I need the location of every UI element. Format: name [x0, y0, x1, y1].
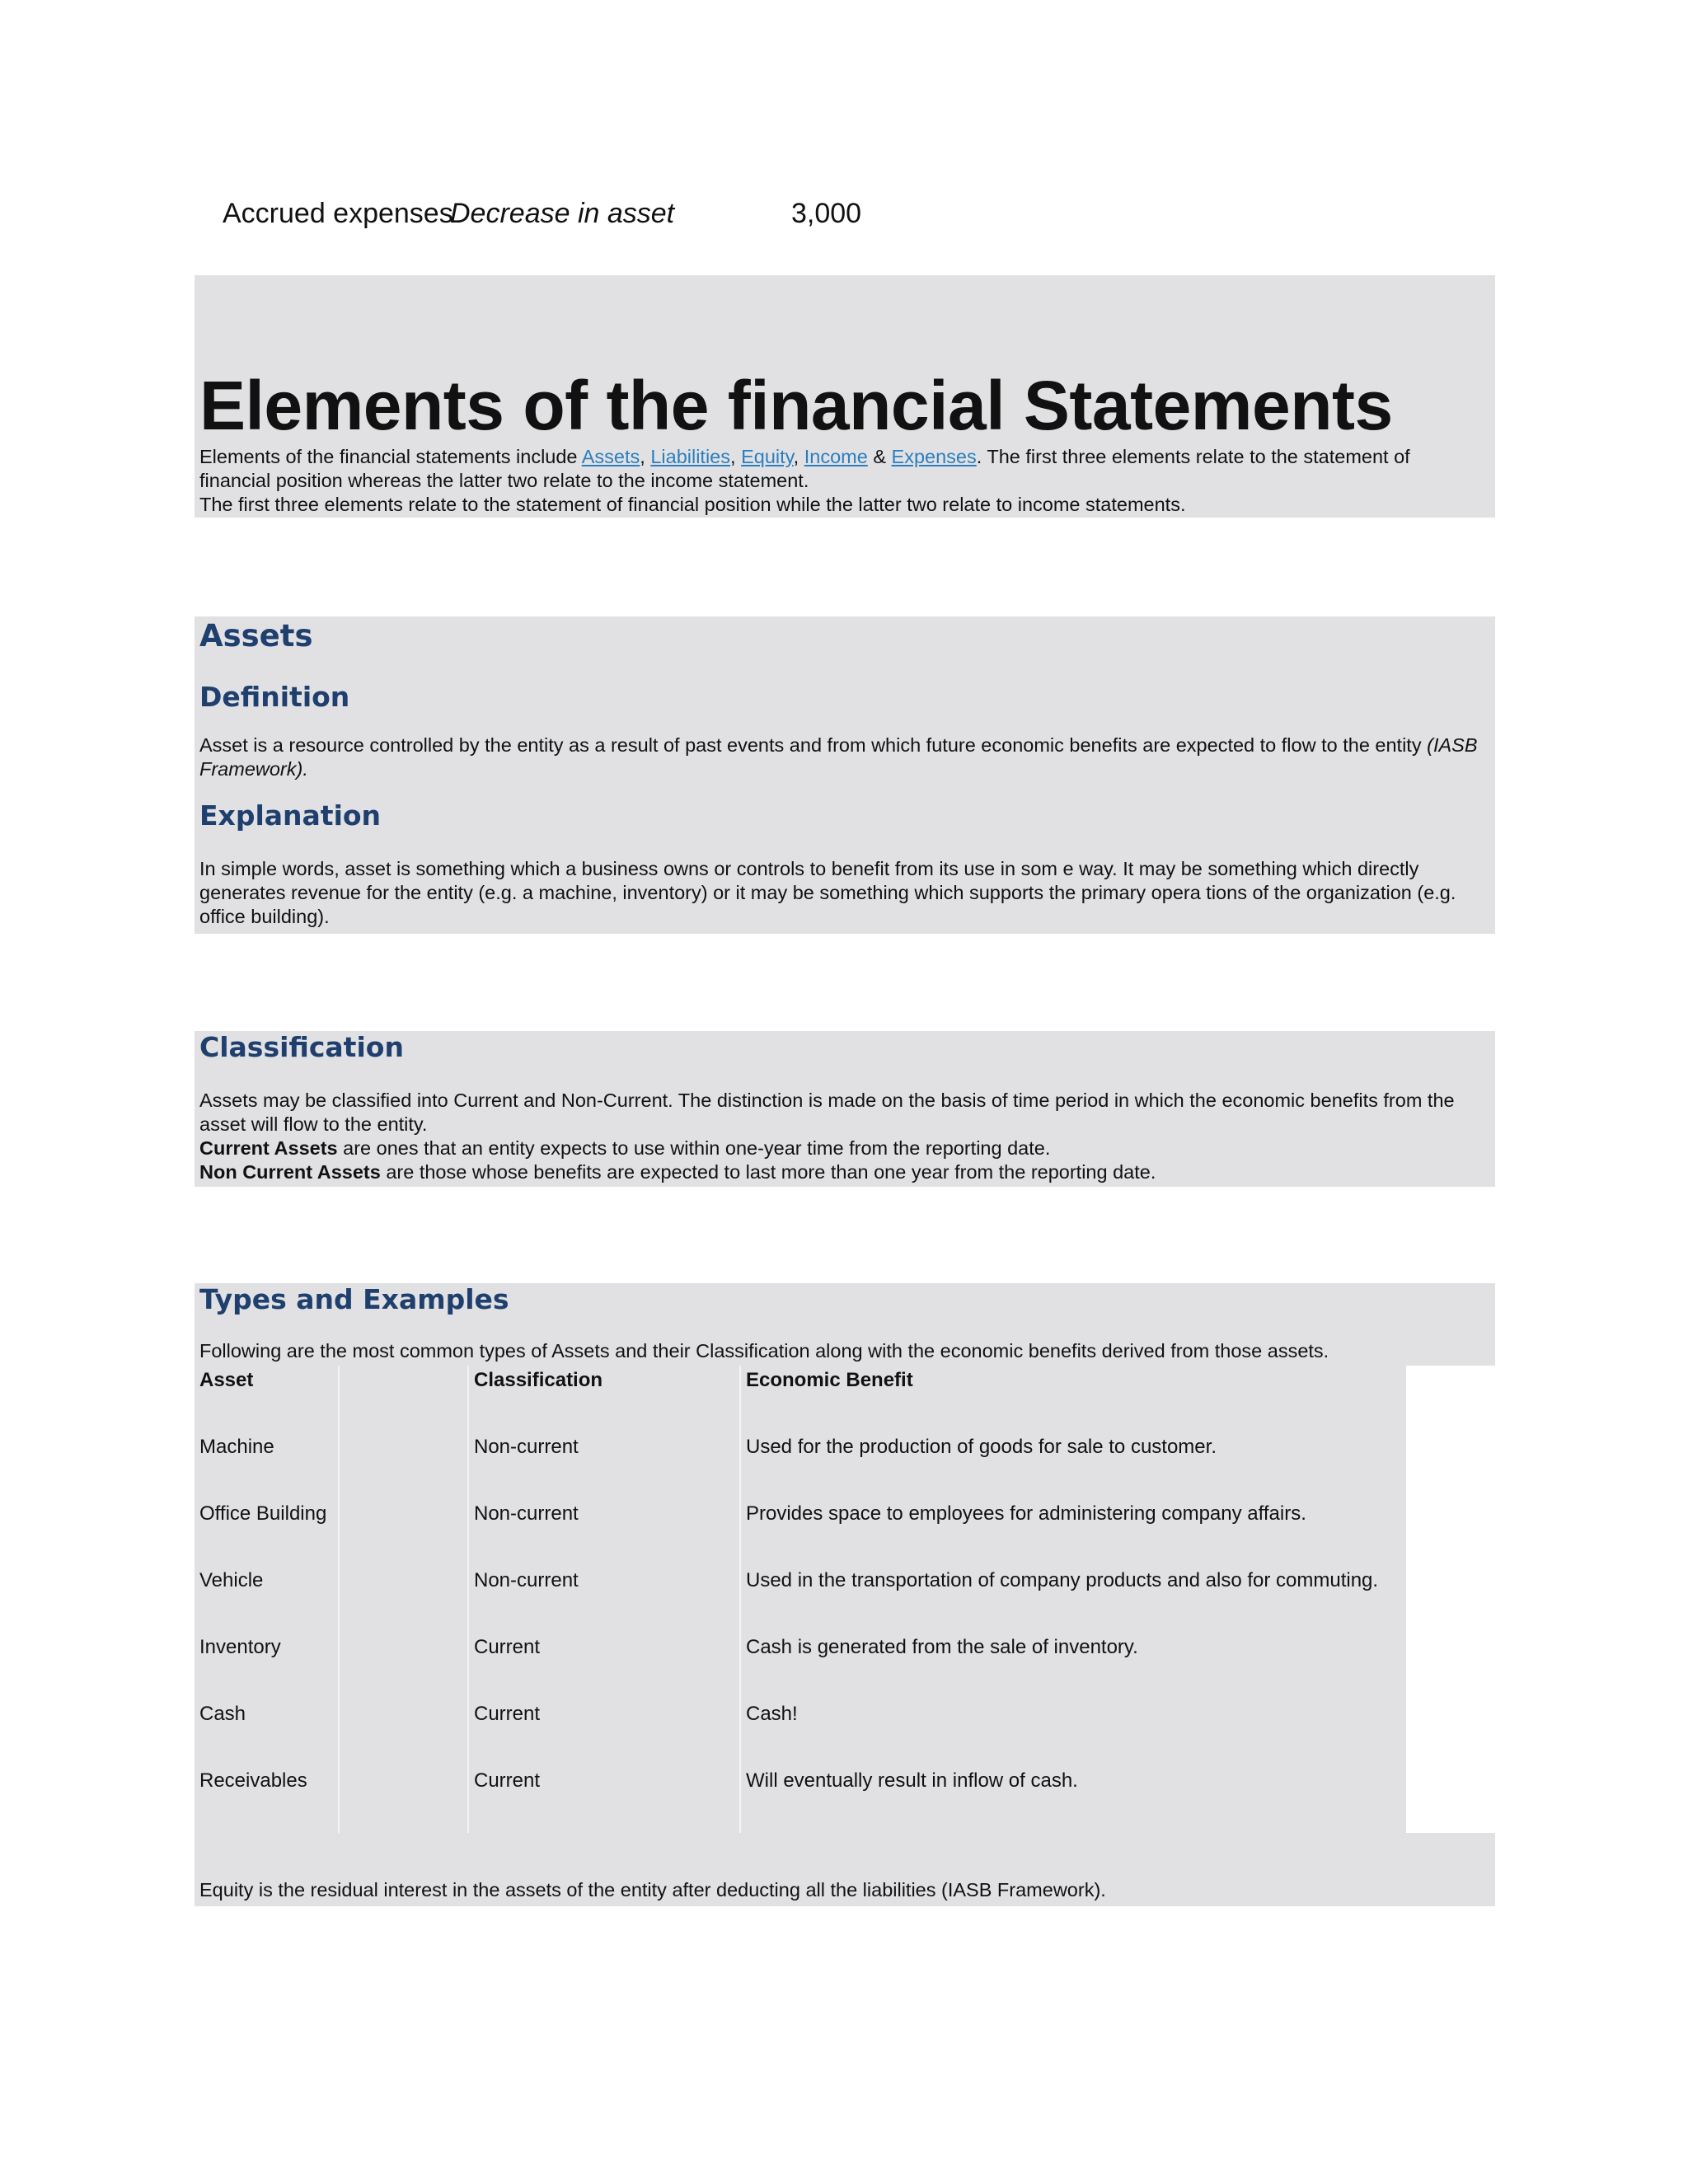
- cell-classification: Current: [468, 1699, 740, 1766]
- link-equity[interactable]: Equity: [741, 446, 794, 467]
- equity-text: Equity is the residual interest in the assets of the entity after deducting all the liabilities (IASB Framework).: [199, 1879, 1106, 1900]
- link-assets[interactable]: Assets: [581, 446, 640, 467]
- page-title: Elements of the financial Statements: [199, 367, 1393, 444]
- table-row: [195, 1633, 1406, 1699]
- cell-blank: [339, 1499, 468, 1566]
- cell-classification: Current: [468, 1766, 740, 1833]
- intro-section: [195, 275, 1495, 518]
- classification-section: [195, 1031, 1495, 1187]
- types-intro: Following are the most common types of Assets and their Classification along with the economic benefits derived from those assets.: [199, 1340, 1329, 1361]
- intro-text-line2: The first three elements relate to the statement of financial position while the latter two relate to income statements.: [199, 494, 1186, 515]
- link-liabilities[interactable]: Liabilities: [650, 446, 731, 467]
- cell-classification: Non-current: [468, 1566, 740, 1633]
- cell-asset: Inventory: [195, 1633, 339, 1699]
- explanation-text: In simple words, asset is something which a business owns or controls to benefit from its use in som e way. It may be something which directly generates revenue for the entity (e.g. a machine, inventory) or it may be something which supports the primary opera tions of the organization (e.g. office building).: [199, 858, 1456, 927]
- line-amount: 3,000: [791, 198, 862, 229]
- current-assets-label: Current Assets: [199, 1137, 338, 1159]
- table-row: [195, 1699, 1406, 1766]
- definition-text: [199, 733, 1485, 781]
- types-section: [195, 1283, 1495, 1366]
- definition-heading: Definition: [199, 681, 350, 713]
- table-row: [195, 1499, 1406, 1566]
- assets-section: [195, 616, 1495, 934]
- classification-body: Assets may be classified into Current and Non-Current. The distinction is made on the basis of time period in which the economic benefits from the asset will flow to the entity.: [199, 1090, 1455, 1135]
- definition-body: Asset is a resource controlled by the entity as a result of past events and from which future economic benefits are expected to flow to the entity: [199, 734, 1428, 756]
- equity-section: [195, 1833, 1495, 1906]
- assets-heading: Assets: [199, 618, 313, 654]
- header-blank: [339, 1366, 468, 1432]
- header-classification: Classification: [468, 1366, 740, 1432]
- cell-blank: [339, 1566, 468, 1633]
- cell-blank: [339, 1766, 468, 1833]
- link-income[interactable]: Income: [804, 446, 868, 467]
- line-label: Accrued expenses: [223, 198, 453, 229]
- cell-benefit: Cash is generated from the sale of inventory.: [746, 1636, 1138, 1658]
- cell-benefit: Will eventually result in inflow of cash.: [746, 1769, 1078, 1792]
- cell-blank: [339, 1432, 468, 1499]
- noncurrent-assets-label: Non Current Assets: [199, 1161, 381, 1183]
- header-asset: Asset: [195, 1366, 339, 1432]
- noncurrent-assets-text: are those whose benefits are expected to last more than one year from the reporting date.: [380, 1161, 1156, 1183]
- cell-blank: [339, 1699, 468, 1766]
- line-effect: Decrease in asset: [450, 198, 675, 229]
- classification-heading: Classification: [199, 1031, 404, 1063]
- cell-classification: Non-current: [468, 1499, 740, 1566]
- cell-benefit: Used for the production of goods for sale to customer.: [746, 1436, 1217, 1458]
- asset-types-table: [195, 1366, 1406, 1833]
- table-row: [195, 1766, 1406, 1833]
- cell-blank: [339, 1633, 468, 1699]
- intro-text-after: . The first three elements relate to the statement of financial position whereas the latter two relate to the income statement.: [199, 446, 1410, 491]
- definition-source: (IASB Framework).: [199, 734, 1478, 780]
- types-heading: Types and Examples: [199, 1283, 509, 1315]
- link-expenses[interactable]: Expenses: [891, 446, 977, 467]
- header-economic-benefit: Economic Benefit: [746, 1369, 913, 1391]
- intro-paragraph: Elements of the financial statements include Assets, Liabilities, Equity, Income & Expenses. The first three elements relate to the statement of financial position whereas the latter two relate to the income statement. The first three elements relate to the statement of financial position while the latter two relate to income statements.: [199, 446, 1410, 515]
- cell-asset: Vehicle: [195, 1566, 339, 1633]
- current-assets-text: are ones that an entity expects to use within one-year time from the reporting date.: [337, 1137, 1051, 1159]
- table-header-row: [195, 1366, 1406, 1432]
- classification-text: [199, 1089, 1485, 1184]
- cell-asset: Receivables: [195, 1766, 339, 1833]
- cell-asset: Machine: [195, 1432, 339, 1499]
- cell-asset: Office Building: [195, 1499, 339, 1566]
- explanation-heading: Explanation: [199, 799, 382, 832]
- cell-asset: Cash: [195, 1699, 339, 1766]
- cell-classification: Current: [468, 1633, 740, 1699]
- table-row: [195, 1432, 1406, 1499]
- intro-text-before: Elements of the financial statements include: [199, 446, 582, 467]
- cell-benefit: Used in the transportation of company products and also for commuting.: [746, 1569, 1379, 1591]
- table-row: [195, 1566, 1406, 1633]
- cell-classification: Non-current: [468, 1432, 740, 1499]
- cell-benefit: Cash!: [746, 1703, 798, 1725]
- cell-benefit: Provides space to employees for administering company affairs.: [746, 1502, 1306, 1525]
